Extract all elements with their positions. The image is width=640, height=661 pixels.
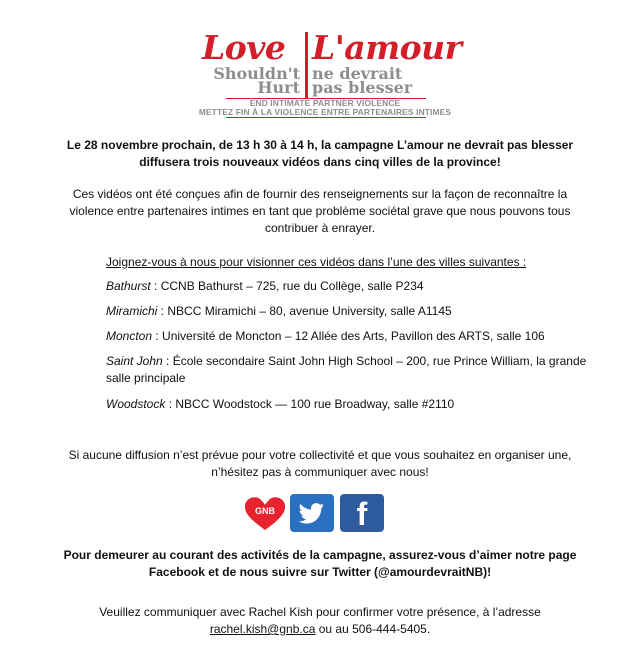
contact-paragraph [40,604,600,638]
gnb-label: GNB [255,506,275,516]
city-details: NBCC Woodstock — 100 rue Broadway, salle #2110 [175,397,455,411]
logo-rule-bottom [226,117,426,118]
city-name: Saint John [106,354,163,368]
logo-hurt: Hurt [257,78,300,97]
purpose-paragraph [40,186,600,237]
gnb-heart-icon[interactable] [243,494,287,532]
contact-phone: ou au 506-444-5405. [315,622,431,636]
purpose-line-3: contribuer à enrayer. [264,221,376,235]
follow-paragraph [40,547,600,581]
facebook-button[interactable] [340,494,384,532]
intro-paragraph [40,137,600,171]
follow-line-2: Facebook et de nous suivre sur Twitter (@amourdevraitNB)! [148,565,492,579]
city-name: Bathurst [106,279,151,293]
city-separator: : [150,279,161,293]
city-details: NBCC Miramichi – 80, avenue University, salle A1145 [167,304,452,318]
twitter-bird-icon [290,494,334,532]
purpose-line-2: violence entre partenaires intimes en tant que problème sociétal grave que nous pouvons tous [69,204,571,218]
city-name: Moncton [106,329,153,343]
logo-ne-devrait: ne devrait [312,64,403,83]
city-woodstock [106,396,606,413]
city-details: Université de Moncton – 12 Allée des Arts, Pavillon des ARTS, salle 106 [162,329,545,343]
intro-line-1: Le 28 novembre prochain, de 13 h 30 à 14 h, la campagne L’amour ne devrait pas blesser [66,138,574,152]
join-heading: Joignez-vous à nous pour visionner ces vidéos dans l’une des villes suivantes : [106,255,527,269]
contact-line-1: Veuillez communiquer avec Rachel Kish pour confirmer votre présence, à l’adresse [99,605,541,619]
city-name: Woodstock [106,397,166,411]
city-saint-john [106,353,606,387]
organize-line-2: n’hésitez pas à communiquer avec nous! [211,465,429,479]
city-details: CCNB Bathurst – 725, rue du Collège, salle P234 [160,279,424,293]
city-separator: : [157,304,168,318]
logo-shouldnt: Shouldn't [213,64,300,83]
city-bathurst [106,278,606,295]
twitter-button[interactable] [290,494,334,532]
email-link[interactable]: rachel.kish@gnb.ca [209,622,316,636]
logo-pas-blesser: pas blesser [312,78,413,97]
city-separator: : [152,329,163,343]
city-miramichi [106,303,606,320]
logo-tagline-en: END INTIMATE PARTNER VIOLENCE [249,98,401,108]
city-separator: : [165,397,176,411]
logo-lamour: L'amour [312,28,462,67]
campaign-logo [196,28,462,120]
logo-tagline-fr: METTEZ FIN À LA VIOLENCE ENTRE PARTENAIRES INTIMES [198,107,452,117]
logo-love: Love [202,28,286,67]
follow-line-1: Pour demeurer au courant des activités de la campagne, assurez-vous d’aimer notre page [63,548,577,562]
city-moncton [106,328,606,345]
organize-paragraph [40,447,600,481]
city-details: École secondaire Saint John High School – 200, rue Prince William, la grande [172,354,587,368]
city-name: Miramichi [106,304,158,318]
city-separator: : [162,354,173,368]
facebook-f-icon: f [356,496,368,532]
city-details-continued: salle principale [106,371,186,385]
organize-line-1: Si aucune diffusion n’est prévue pour votre collectivité et que vous souhaitez en organiser une, [68,448,572,462]
purpose-line-1: Ces vidéos ont été conçues afin de fournir des renseignements sur la façon de reconnaître la [72,187,568,201]
logo-divider [305,32,308,98]
intro-line-2: diffusera trois nouveaux vidéos dans cinq villes de la province! [139,155,501,169]
